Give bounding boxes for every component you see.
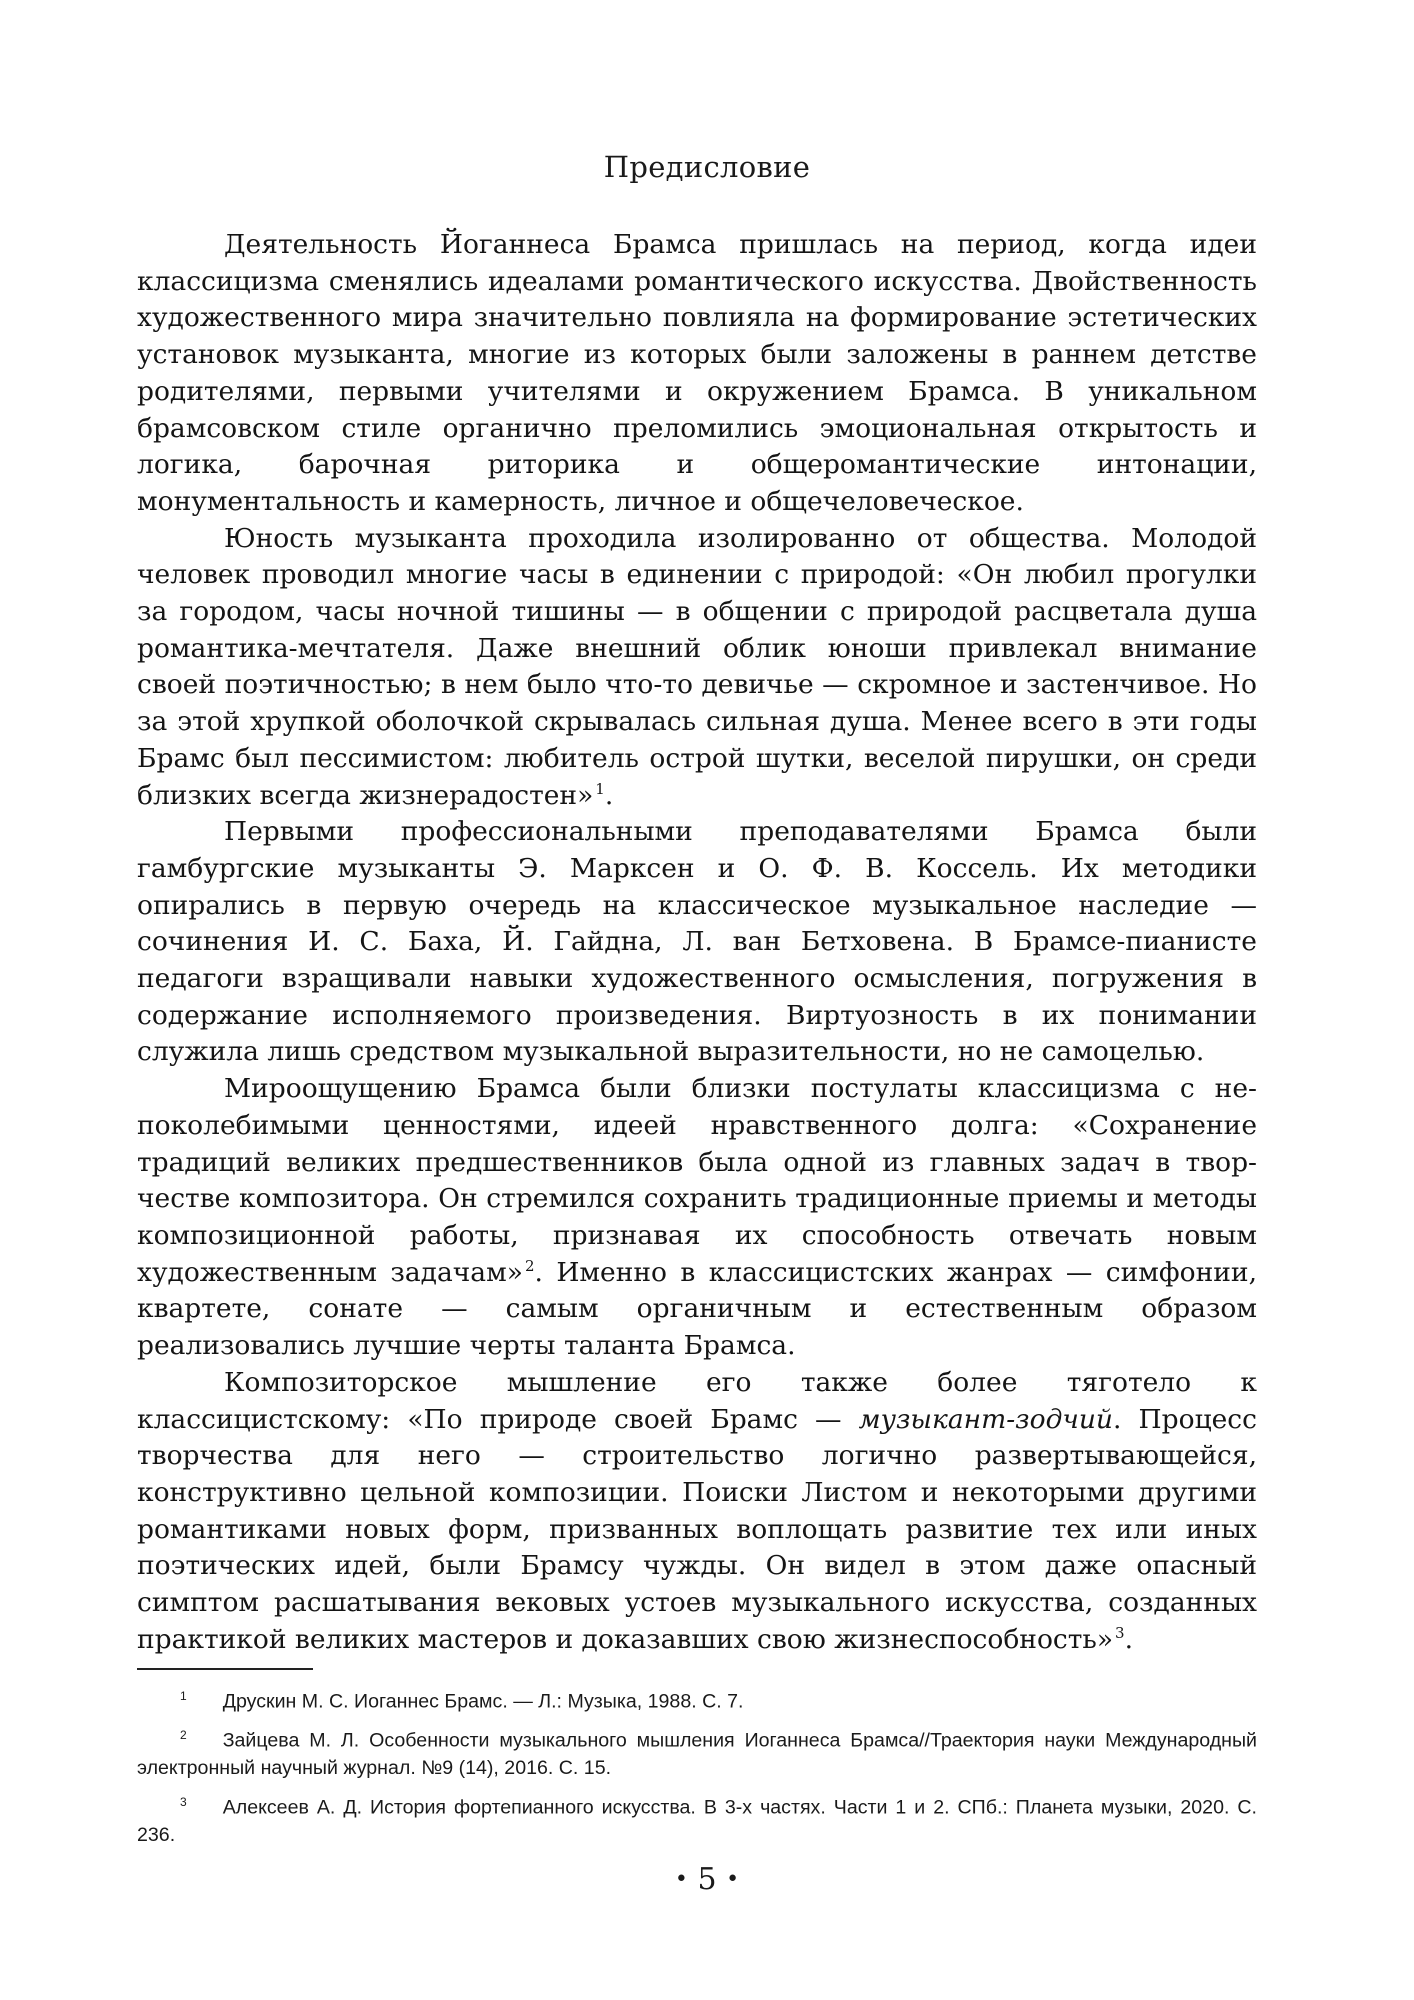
paragraph-2-end: . [604,779,614,811]
paragraph-5-emphasis: музыкант-зодчий [858,1403,1114,1435]
footnote-divider [137,1668,313,1670]
page-title: Предисловие [603,150,811,184]
page-number-dot-right: • [726,1867,740,1892]
paragraph-4-text: Мироощущению Брамса были близки постулаты классицизма с непоколебимыми ценностями, идеей нравственного долга: «Сохранение традиций великих предшественников была одной из главных задач в творчестве композитора. Он стремился сохранить традиционные приемы и методы композиционной работы, признавая их способность отвечать новым художественным задачам» [137,1073,1257,1288]
page-number-dot-left: • [674,1867,688,1892]
footnote-3 [137,1789,1257,1850]
body-text [137,227,1257,1658]
paragraph-5-end: . [1124,1623,1134,1655]
footnote-number: 1 [180,1689,187,1703]
footnote-number: 2 [180,1728,187,1743]
page-number-value: 5 [697,1862,717,1897]
paragraph-4 [137,1071,1257,1365]
footnote-text: Зайцева М. Л. Особенности музыкального мышления Иоганнеса Брамса//Траектория науки Международный электронный научный журнал. №9 (14), 2016. С. 15. [137,1729,1257,1780]
footnote-2 [137,1722,1257,1783]
footnote-number: 3 [180,1794,187,1809]
footnotes [137,1683,1257,1855]
page-number [0,1862,1414,1897]
paragraph-4-continuation: . Именно в классицистских жанрах — симфонии, квартете, сонате — самым органичным и естественным образом реализовались лучшие черты таланта Брамса. [137,1256,1258,1362]
footnote-text: Алексеев А. Д. История фортепианного искусства. В 3-х частях. Части 1 и 2. СПб.: Планета музыки, 2020. С. 236. [137,1796,1257,1846]
paragraph-5-continuation: . Процесс творчества для него — строительство логично развертывающейся, конструктивно цельной композиции. Поиски Листом и некоторыми другими романтиками новых форм, призванных воплощать развитие тех или иных поэтических идей, были Брамсу чужды. Он видел в этом даже опасный симптом расшатывания вековых устоев музыкального искусства, созданных практикой великих мастеров и доказавших свою жизнеспособность» [137,1403,1257,1655]
footnote-ref-3: 3 [1115,1623,1125,1642]
footnote-1 [137,1683,1257,1716]
footnote-ref-2: 2 [524,1256,535,1275]
paragraph-5-text: Композиторское мышление его также более тяготело к классицистскому: «По природе своей Брамс — [137,1366,1257,1435]
paragraph-2 [137,521,1257,815]
paragraph-2-text: Юность музыканта проходила изолированно от общества. Молодой человек проводил многие часы в единении с природой: «Он любил прогулки за городом, часы ночной тишины — в общении с природой расцветала душа романтика-мечтателя. Даже внешний облик юноши привлекал внимание своей поэтичностью; в нем было что-то девичье — скромное и застенчивое. Но за этой хрупкой оболочкой скрывалась сильная душа. Менее всего в эти годы Брамс был пессимистом: любитель острой шутки, веселой пирушки, он среди близких всегда жизнерадостен» [137,522,1257,811]
paragraph-5 [137,1365,1257,1659]
paragraph-3: Первыми профессиональными преподавателями Брамса были гамбургские музыканты Э. Марксен и О. Ф. В. Коссель. Их методики опирались в первую очередь на классическое музыкальное наследие — сочинения И. С. Баха, Й. Гайдна, Л. ван Бетховена. В Брамсе-пианисте педагоги взращивали навыки художественного осмысления, погружения в содержание исполняемого произведения. Виртуозность в их понимании служила лишь средством музыкальной выразительности, но не самоцелью. [137,816,1257,1068]
footnote-text: Друскин М. С. Иоганнес Брамс. — Л.: Музыка, 1988. С. 7. [222,1690,744,1713]
paragraph-1: Деятельность Йоганнеса Брамса пришлась на период, когда идеи классицизма сменялись идеалами романтического искусства. Двойственность художественного мира значительно повлияла на формирование эстетических установок музыканта, многие из которых были заложены в раннем детстве родителями, первыми учителями и окружением Брамса. В уникальном брамсовском стиле органично преломились эмоциональная открытость и логика, барочная риторика и общеромантические интонации, монументальность и камерность, личное и общечеловеческое. [137,229,1257,517]
footnote-ref-1: 1 [595,779,605,798]
